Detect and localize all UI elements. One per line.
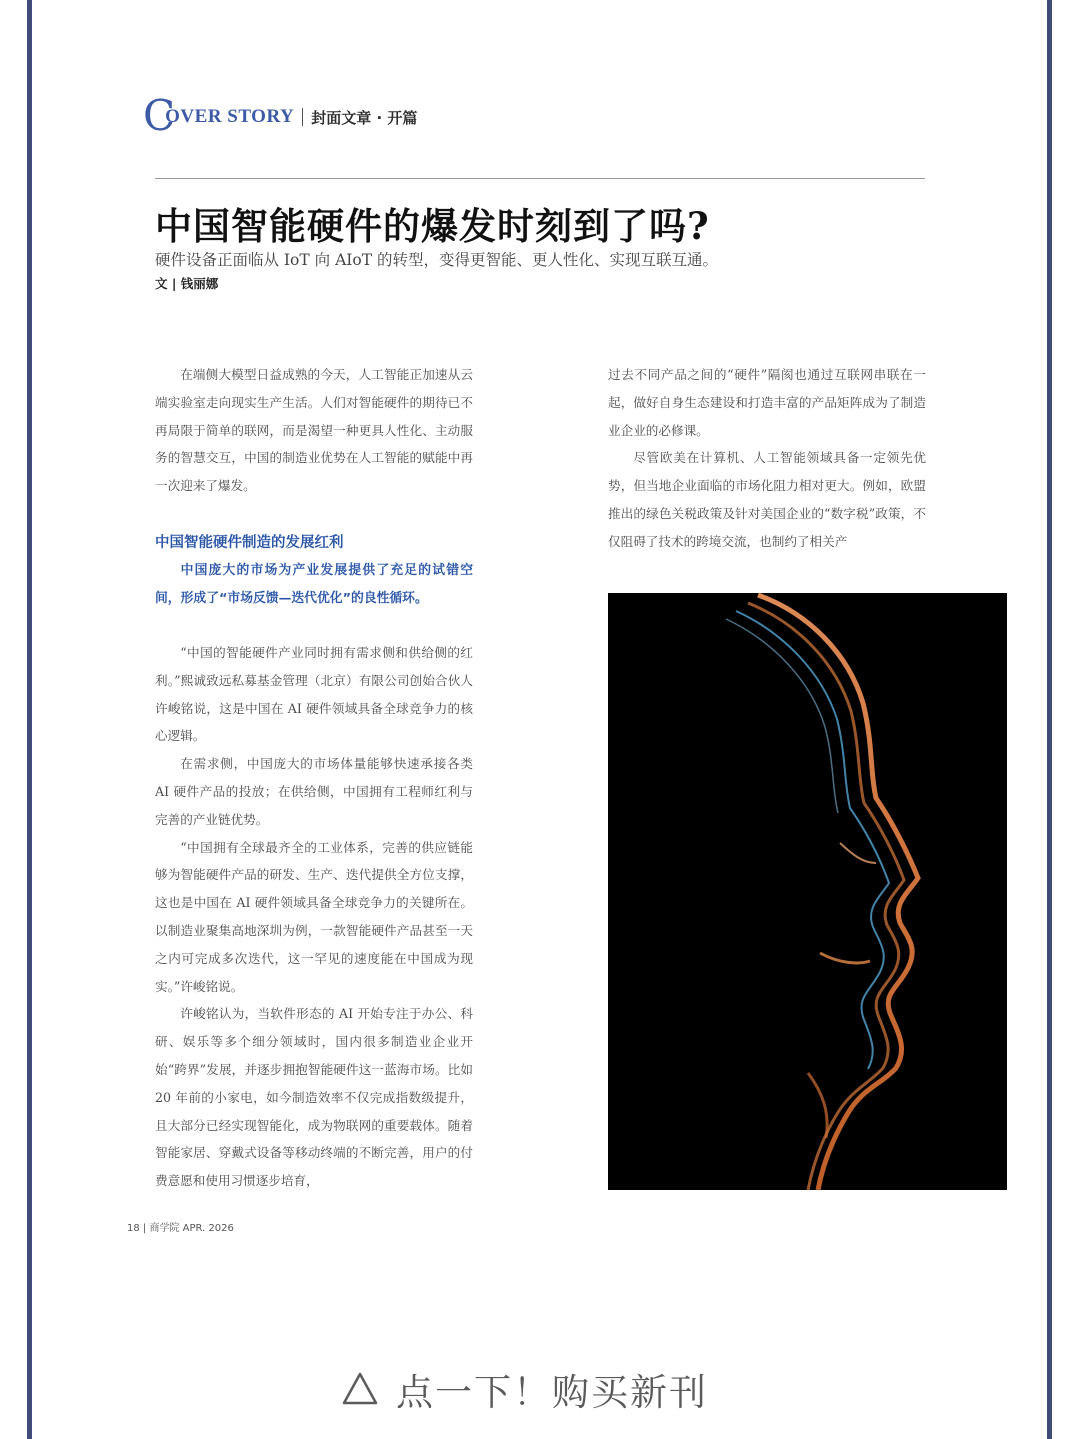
section-heading: 中国智能硬件制造的发展红利 [155, 535, 344, 551]
ai-face-profile-image [608, 593, 1007, 1190]
page-border-right [1047, 0, 1052, 1439]
body-paragraph: 许峻铭认为，当软件形态的 AI 开始专注于办公、科研、娱乐等多个细分领域时，国内很多制造业企业开始“跨界”发展，并逐步拥抱智能硬件这一蓝海市场。比如 20 年前的小家电，如今制造效率不仅完成指数级提升，且大部分已经实现智能化，成为物联网的重要载体。随着智能家居、穿戴式设备等移动终端的不断完善，用户的付费意愿和使用习惯逐步培育， [155, 1006, 473, 1189]
section-label: 封面文章 · 开篇 [311, 108, 418, 127]
article-byline: 文 | 钱丽娜 [155, 276, 219, 291]
page-folio: 18 | 商学院 APR. 2026 [127, 1223, 234, 1234]
article-title: 中国智能硬件的爆发时刻到了吗? [155, 204, 710, 248]
triangle-icon [342, 1371, 378, 1407]
section-lead [155, 557, 473, 613]
cover-story-header [143, 91, 418, 140]
body-paragraph: 在需求侧，中国庞大的市场体量能够快速承接各类 AI 硬件产品的投放；在供给侧，中国拥有工程师红利与完善的产业链优势。 [155, 756, 473, 827]
page-border-left [27, 0, 32, 1439]
section-lead-text: 中国庞大的市场为产业发展提供了充足的试错空间，形成了“市场反馈—迭代优化”的良性循环。 [155, 563, 473, 606]
body-paragraph: 过去不同产品之间的“硬件”隔阂也通过互联网串联在一起，做好自身生态建设和打造丰富的产品矩阵成为了制造业企业的必修课。 [608, 367, 926, 438]
cover-story-logo-initial: C [143, 91, 176, 140]
body-paragraph: “中国拥有全球最齐全的工业体系，完善的供应链能够为智能硬件产品的研发、生产、迭代提供全方位支撑，这也是中国在 AI 硬件领域具备全球竞争力的关键所在。以制造业聚集高地深圳为例，一款智能硬件产品甚至一天之内可完成多次迭代，这一罕见的速度能在中国成为现实。”许峻铭说。 [155, 839, 473, 994]
title-rule [155, 178, 925, 179]
cover-story-logo-text: OVER STORY [165, 106, 295, 127]
body-paragraph: 尽管欧美在计算机、人工智能领域具备一定领先优势，但当地企业面临的市场化阻力相对更大。例如，欧盟推出的绿色关税政策及针对美国企业的“数字税”政策，不仅阻碍了技术的跨境交流，也制约了相关产 [608, 450, 926, 549]
intro-column [155, 361, 473, 500]
left-body-column [155, 639, 473, 1195]
buy-new-issue-button[interactable] [342, 1362, 708, 1416]
article-subtitle: 硬件设备正面临从 IoT 向 AIoT 的转型，变得更智能、更人性化、实现互联互通。 [155, 251, 718, 269]
buy-new-issue-label: 点一下！购买新刊 [396, 1371, 708, 1414]
intro-paragraph: 在端侧大模型日益成熟的今天，人工智能正加速从云端实验室走向现实生产生活。人们对智能硬件的期待已不再局限于简单的联网，而是渴望一种更具人性化、主动服务的智慧交互，中国的制造业优势在人工智能的赋能中再一次迎来了爆发。 [155, 367, 473, 494]
body-paragraph: “中国的智能硬件产业同时拥有需求侧和供给侧的红利。”熙诚致远私募基金管理（北京）有限公司创始合伙人许峻铭说，这是中国在 AI 硬件领域具备全球竞争力的核心逻辑。 [155, 645, 473, 744]
header-divider [302, 108, 303, 126]
right-body-column [608, 361, 926, 556]
